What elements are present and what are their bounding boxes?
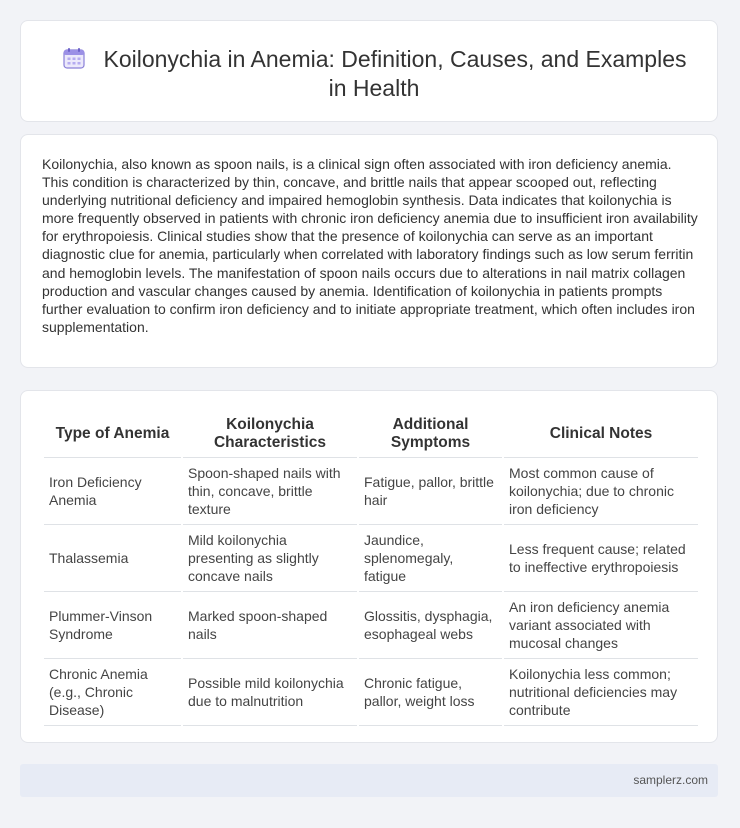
- table-cell: Mild koilonychia presenting as slightly concave nails: [183, 525, 357, 592]
- intro-paragraph: Koilonychia, also known as spoon nails, is a clinical sign often associated with iron deficiency anemia. This condition is characterized by thin, concave, and brittle nails that appear scooped out, reflecting underlying nutritional deficiency and impaired hemoglobin synthesis. Data indicates that koilonychia is more frequently observed in patients with chronic iron deficiency anemia due to insufficient iron availability for erythropoiesis. Clinical studies show that the presence of koilonychia can serve as an important diagnostic clue for anemia, particularly when correlated with laboratory findings such as low serum ferritin and hemoglobin levels. The manifestation of spoon nails occurs due to alterations in nail matrix collagen production and vascular changes caused by anemia. Identification of koilonychia in patients prompts further evaluation to confirm iron deficiency and to initiate appropriate treatment, which often includes iron supplementation.: [42, 156, 698, 335]
- table-card: [20, 390, 718, 743]
- table-cell: Most common cause of koilonychia; due to chronic iron deficiency: [504, 458, 698, 525]
- table-cell: An iron deficiency anemia variant associated with mucosal changes: [504, 592, 698, 659]
- table-cell: Less frequent cause; related to ineffective erythropoiesis: [504, 525, 698, 592]
- table-cell: Possible mild koilonychia due to malnutrition: [183, 659, 357, 726]
- table-header-row: [44, 411, 698, 458]
- page-title: Koilonychia in Anemia: Definition, Causes, and Examples in Health: [103, 46, 687, 101]
- calendar-icon: [62, 46, 86, 70]
- anemia-table: [42, 411, 700, 726]
- column-header: Type of Anemia: [44, 411, 181, 458]
- table-cell: Glossitis, dysphagia, esophageal webs: [359, 592, 502, 659]
- table-cell: Thalassemia: [44, 525, 181, 592]
- table-cell: Spoon-shaped nails with thin, concave, brittle texture: [183, 458, 357, 525]
- table-row: [44, 592, 698, 659]
- footer-source-link[interactable]: samplerz.com: [633, 773, 708, 787]
- column-header: Additional Symptoms: [359, 411, 502, 458]
- footer-bar: [20, 764, 718, 797]
- table-cell: Fatigue, pallor, brittle hair: [359, 458, 502, 525]
- title-card: [20, 20, 718, 122]
- table-cell: Marked spoon-shaped nails: [183, 592, 357, 659]
- table-row: [44, 659, 698, 726]
- table-row: [44, 525, 698, 592]
- table-cell: Chronic fatigue, pallor, weight loss: [359, 659, 502, 726]
- table-cell: Chronic Anemia (e.g., Chronic Disease): [44, 659, 181, 726]
- intro-card: [20, 134, 718, 368]
- table-row: [44, 458, 698, 525]
- table-cell: Plummer-Vinson Syndrome: [44, 592, 181, 659]
- page-title-wrap: [51, 45, 697, 103]
- table-cell: Koilonychia less common; nutritional deficiencies may contribute: [504, 659, 698, 726]
- table-cell: Iron Deficiency Anemia: [44, 458, 181, 525]
- table-cell: Jaundice, splenomegaly, fatigue: [359, 525, 502, 592]
- column-header: Koilonychia Characteristics: [183, 411, 357, 458]
- column-header: Clinical Notes: [504, 411, 698, 458]
